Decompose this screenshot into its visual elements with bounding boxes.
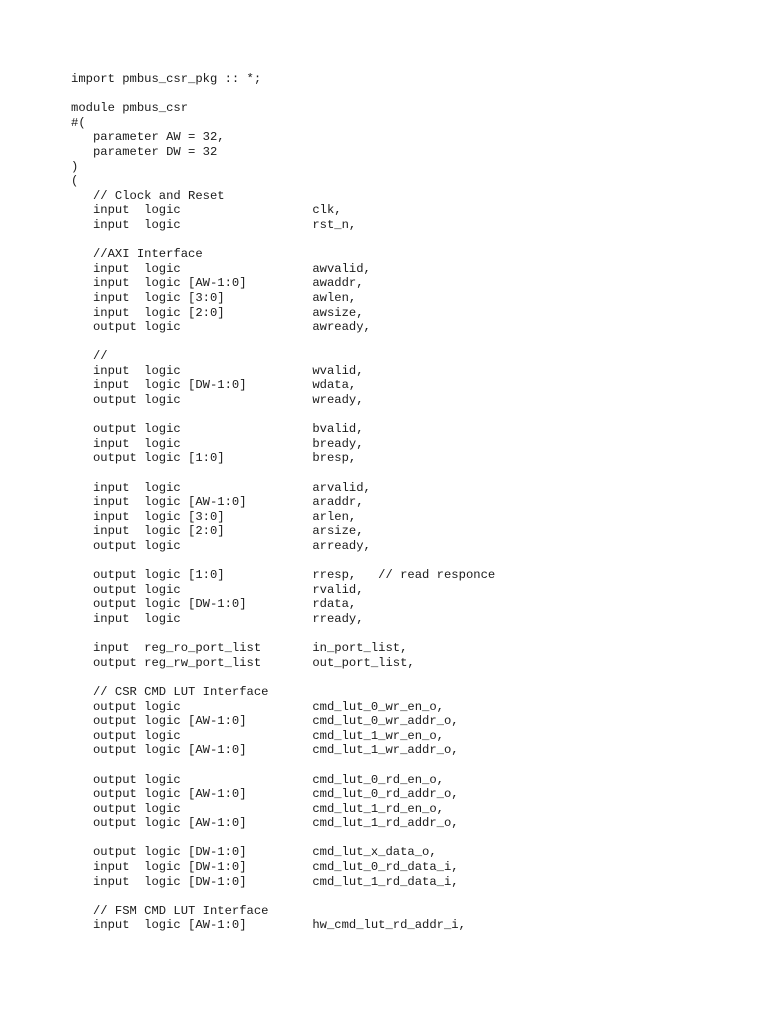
code-line: output logic [AW-1:0] cmd_lut_1_wr_addr_o, — [71, 743, 459, 758]
code-line: output logic [AW-1:0] cmd_lut_0_rd_addr_o, — [71, 787, 459, 802]
code-line: input logic [2:0] awsize, — [71, 305, 364, 320]
code-line: output logic cmd_lut_1_rd_en_o, — [71, 801, 444, 816]
code-line: input logic [3:0] arlen, — [71, 509, 357, 524]
code-line: input logic wvalid, — [71, 363, 364, 378]
code-line: // FSM CMD LUT Interface — [71, 903, 269, 918]
code-line: output logic [AW-1:0] cmd_lut_1_rd_addr_o, — [71, 816, 459, 831]
code-line: input logic rst_n, — [71, 217, 357, 232]
code-listing — [71, 72, 495, 933]
code-line: output logic cmd_lut_0_wr_en_o, — [71, 699, 444, 714]
blank-line — [71, 670, 495, 685]
code-line: #( — [71, 115, 86, 130]
code-line: output logic [1:0] rresp, // read responce — [71, 568, 496, 583]
blank-line — [71, 408, 495, 423]
code-line: parameter DW = 32 — [71, 144, 218, 159]
blank-line — [71, 889, 495, 904]
code-line: input logic [DW-1:0] wdata, — [71, 378, 357, 393]
blank-line — [71, 554, 495, 569]
code-line: output logic [DW-1:0] cmd_lut_x_data_o, — [71, 845, 437, 860]
code-line: input logic bready, — [71, 436, 364, 451]
code-line: input logic [AW-1:0] awaddr, — [71, 276, 364, 291]
code-line: input logic [2:0] arsize, — [71, 524, 364, 539]
code-line: // CSR CMD LUT Interface — [71, 684, 269, 699]
code-line: module pmbus_csr — [71, 101, 189, 116]
code-line: output logic rvalid, — [71, 582, 364, 597]
code-line: // — [71, 349, 108, 364]
code-line: input logic [AW-1:0] hw_cmd_lut_rd_addr_i, — [71, 918, 466, 933]
code-line: output logic arready, — [71, 539, 371, 553]
blank-line — [71, 233, 495, 248]
code-line: output logic cmd_lut_1_wr_en_o, — [71, 728, 444, 743]
blank-line — [71, 627, 495, 642]
code-line: //AXI Interface — [71, 247, 203, 262]
code-line: input logic clk, — [71, 203, 342, 218]
code-line: output logic cmd_lut_0_rd_en_o, — [71, 772, 444, 787]
code-line: output logic bvalid, — [71, 422, 364, 437]
code-line: output logic awready, — [71, 320, 371, 335]
blank-line — [71, 758, 495, 773]
code-line: output logic wready, — [71, 393, 364, 408]
code-line: output logic [DW-1:0] rdata, — [71, 597, 357, 612]
blank-line — [71, 335, 495, 350]
code-line: // Clock and Reset — [71, 188, 225, 203]
code-line: ) — [71, 159, 79, 174]
code-line: parameter AW = 32, — [71, 130, 225, 145]
blank-line — [71, 466, 495, 481]
code-line: ( — [71, 174, 79, 189]
code-line: input logic rready, — [71, 611, 364, 626]
code-line: input logic awvalid, — [71, 261, 371, 276]
code-line: import pmbus_csr_pkg :: *; — [71, 72, 262, 86]
code-line: output logic [AW-1:0] cmd_lut_0_wr_addr_o, — [71, 714, 459, 729]
blank-line — [71, 831, 495, 846]
code-line: output reg_rw_port_list out_port_list, — [71, 655, 415, 670]
blank-line — [71, 87, 495, 102]
code-line: input reg_ro_port_list in_port_list, — [71, 641, 408, 656]
code-line: output logic [1:0] bresp, — [71, 451, 357, 466]
code-line: input logic [AW-1:0] araddr, — [71, 495, 364, 510]
code-line: input logic [DW-1:0] cmd_lut_0_rd_data_i, — [71, 860, 459, 875]
code-line: input logic arvalid, — [71, 480, 371, 495]
code-line: input logic [3:0] awlen, — [71, 290, 357, 305]
code-line: input logic [DW-1:0] cmd_lut_1_rd_data_i, — [71, 874, 459, 889]
